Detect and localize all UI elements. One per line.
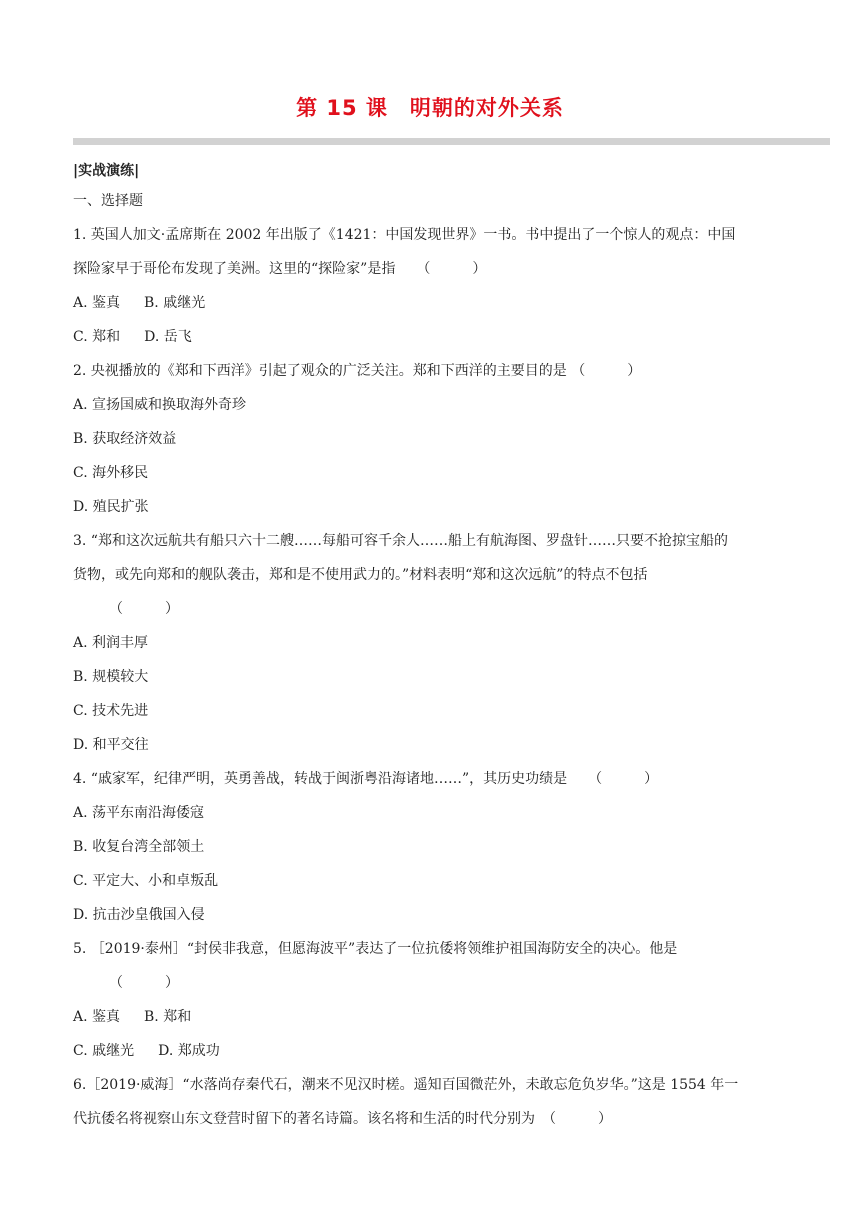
option-d[interactable]: D. 殖民扩张 bbox=[73, 499, 149, 515]
option-c[interactable]: C. 海外移民 bbox=[73, 465, 149, 481]
option-b[interactable]: B. 收复台湾全部领土 bbox=[73, 839, 205, 855]
option-c[interactable]: C. 平定大、小和卓叛乱 bbox=[73, 873, 219, 889]
option-a[interactable]: A. 宣扬国威和换取海外奇珍 bbox=[73, 397, 247, 413]
option-b[interactable]: B. 获取经济效益 bbox=[73, 431, 177, 447]
question-3-answer-blank: （ ） bbox=[109, 601, 179, 617]
question-list bbox=[73, 188, 793, 1140]
option-c[interactable]: C. 技术先进 bbox=[73, 703, 149, 719]
option-d[interactable]: D. 岳飞 bbox=[144, 329, 192, 345]
option-d[interactable]: D. 郑成功 bbox=[158, 1043, 220, 1059]
question-5-options-row-1 bbox=[73, 1004, 793, 1038]
question-3-line-1: 3. “郑和这次远航共有船只六十二艘……每船可容千余人……船上有航海图、罗盘针……只要不抢掠宝船的 bbox=[73, 533, 728, 549]
question-6-line-2: 代抗倭名将视察山东文登营时留下的著名诗篇。该名将和生活的时代分别为 （ ） bbox=[73, 1111, 612, 1127]
option-c[interactable]: C. 戚继光 bbox=[73, 1043, 135, 1059]
option-b[interactable]: B. 戚继光 bbox=[144, 295, 206, 311]
option-b[interactable]: B. 郑和 bbox=[144, 1009, 192, 1025]
question-6-line-1: 6.［2019·威海］“水落尚存秦代石，潮来不见汉时槎。遥知百国微茫外，未敢忘危负岁华。”这是 1554 年一 bbox=[73, 1077, 739, 1093]
question-1-line-1: 1. 英国人加文·孟席斯在 2002 年出版了《1421：中国发现世界》一书。书中提出了一个惊人的观点：中国 bbox=[73, 227, 736, 243]
section-label: |实战演练| bbox=[73, 163, 140, 179]
option-d[interactable]: D. 和平交往 bbox=[73, 737, 149, 753]
question-1-options-row-1 bbox=[73, 290, 793, 324]
option-b[interactable]: B. 规模较大 bbox=[73, 669, 149, 685]
option-a[interactable]: A. 利润丰厚 bbox=[73, 635, 149, 651]
option-a[interactable]: A. 鉴真 bbox=[73, 295, 121, 311]
question-1-line-2: 探险家早于哥伦布发现了美洲。这里的“探险家”是指 （ ） bbox=[73, 261, 487, 277]
part-heading: 一、选择题 bbox=[73, 193, 143, 209]
question-5-options-row-2 bbox=[73, 1038, 793, 1072]
option-d[interactable]: D. 抗击沙皇俄国入侵 bbox=[73, 907, 205, 923]
option-c[interactable]: C. 郑和 bbox=[73, 329, 121, 345]
question-5-answer-blank: （ ） bbox=[109, 975, 179, 991]
title-divider bbox=[73, 138, 830, 145]
option-a[interactable]: A. 鉴真 bbox=[73, 1009, 121, 1025]
lesson-title: 第 15 课 明朝的对外关系 bbox=[296, 96, 564, 120]
question-1-options-row-2 bbox=[73, 324, 793, 358]
question-3-line-2: 货物，或先向郑和的舰队袭击，郑和是不使用武力的。”材料表明“郑和这次远航”的特点不包括 bbox=[73, 567, 648, 583]
question-4-line-1: 4. “戚家军，纪律严明，英勇善战，转战于闽浙粤沿海诸地……”，其历史功绩是 （ ） bbox=[73, 771, 659, 787]
question-5-line-1: 5. ［2019·泰州］“封侯非我意，但愿海波平”表达了一位抗倭将领维护祖国海防安全的决心。他是 bbox=[73, 941, 678, 957]
question-2-line-1: 2. 央视播放的《郑和下西洋》引起了观众的广泛关注。郑和下西洋的主要目的是 （ ） bbox=[73, 363, 642, 379]
option-a[interactable]: A. 荡平东南沿海倭寇 bbox=[73, 805, 205, 821]
